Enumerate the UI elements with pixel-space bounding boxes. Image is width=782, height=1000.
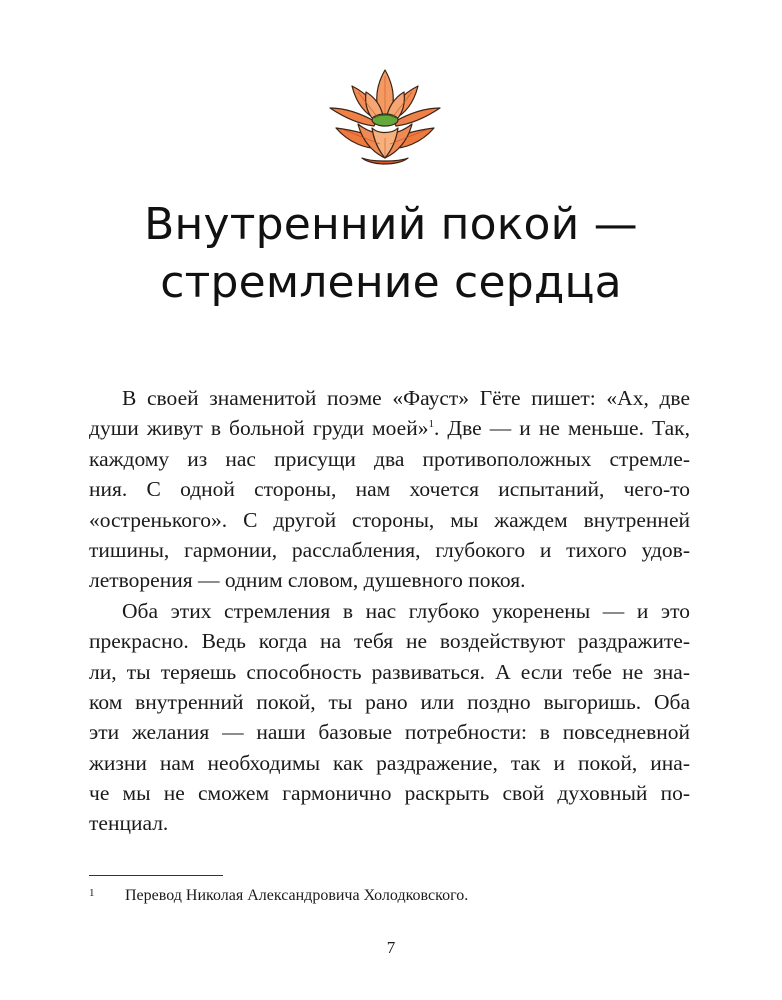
- text-line: ния. С одной стороны, нам хочется испытаний, чего-то: [89, 477, 690, 502]
- chapter-title-line-1: Внутренний покой —: [144, 199, 638, 250]
- text-line: тишины, гармонии, расслабления, глубокого и тихого удов-: [89, 537, 690, 562]
- text-line: ли, ты теряешь способность развиваться. А если тебе не зна-: [89, 659, 690, 684]
- footnote-text: Перевод Николая Александровича Холодковского.: [125, 887, 469, 904]
- text-line: ком внутренний покой, ты рано или поздно выгоришь. Оба: [89, 689, 690, 714]
- text-line: че мы не сможем гармонично раскрыть свой духовный по-: [89, 781, 690, 806]
- text-line: В своей знаменитой поэме «Фауст» Гёте пишет: «Ах, две: [122, 386, 690, 410]
- footnote: [89, 884, 690, 908]
- text-line: жизни нам необходимы как раздражение, так и покой, ина-: [89, 750, 690, 775]
- text-line: тенциал.: [89, 811, 169, 836]
- footnote-reference[interactable]: 1: [428, 418, 434, 431]
- text-line: Оба этих стремления в нас глубоко укоренены — и это: [122, 598, 690, 623]
- footnote-divider: [89, 875, 223, 876]
- body-text: [89, 383, 690, 839]
- text-line: летворения — одним словом, душевного покоя.: [89, 568, 526, 593]
- text-fragment: души живут в больной груди моей»: [89, 416, 429, 441]
- chapter-title: [60, 196, 722, 312]
- text-line: каждому из нас присущи два противоположных стремле-: [89, 446, 690, 471]
- page-number: 7: [386, 938, 396, 957]
- lotus-flower-drawing: [322, 62, 448, 174]
- lotus-flower-icon: [322, 62, 448, 174]
- text-line: «остренького». С другой стороны, мы жаждем внутренней: [89, 507, 690, 532]
- chapter-title-line-2: стремление сердца: [160, 257, 622, 308]
- footnote-number: 1: [89, 887, 95, 899]
- text-fragment: . Две — и не меньше. Так,: [433, 416, 690, 441]
- text-line-with-footnote-ref: [89, 413, 690, 443]
- text-line: прекрасно. Ведь когда на тебя не воздействуют раздражите-: [89, 629, 690, 654]
- text-line: эти желания — наши базовые потребности: в повседневной: [89, 720, 690, 745]
